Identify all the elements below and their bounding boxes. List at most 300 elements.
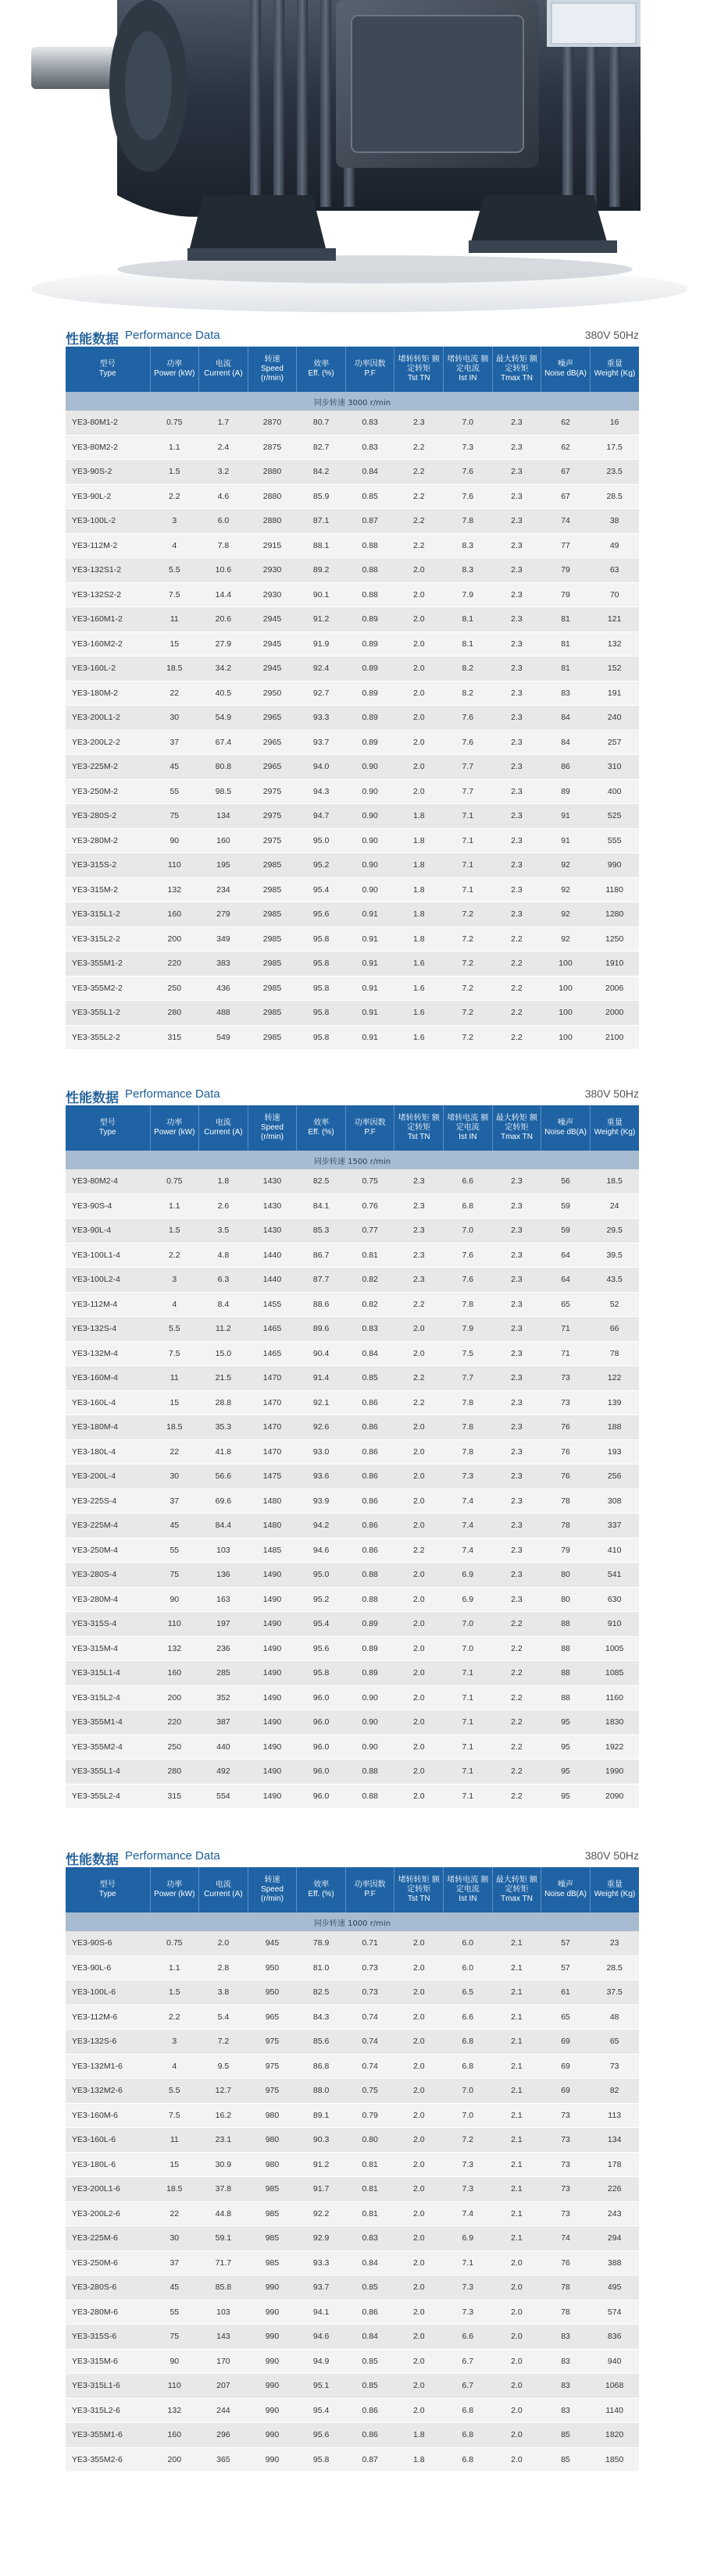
model-cell: YE3-280S-4 [66,1563,150,1588]
table-row [66,1489,639,1514]
value-cell: 27.9 [199,632,248,656]
value-cell: 75 [150,1563,199,1588]
model-cell: YE3-315L2-6 [66,2398,150,2423]
value-cell: 2.1 [492,2177,541,2202]
value-cell: 82.7 [297,435,346,460]
table-row [66,2349,639,2374]
value-cell: 85.6 [297,2030,346,2055]
value-cell: 2.2 [394,460,444,485]
value-cell: 6.8 [444,2030,493,2055]
value-cell: 2.0 [394,1980,444,2005]
table-row [66,607,639,632]
value-cell: 243 [590,2201,639,2226]
value-cell: 95.6 [297,1636,346,1661]
value-cell: 387 [199,1710,248,1735]
column-header-zh: 重量 [606,1119,623,1127]
value-cell: 0.74 [345,2054,394,2079]
value-cell: 132 [590,632,639,656]
value-cell: 2.3 [394,1169,444,1194]
value-cell: 160 [150,902,199,927]
value-cell: 6.6 [444,2325,493,2350]
value-cell: 12.7 [199,2079,248,2104]
model-cell: YE3-355L1-4 [66,1759,150,1784]
model-cell: YE3-100L-6 [66,1980,150,2005]
value-cell: 78.9 [297,1931,346,1955]
value-cell: 2.0 [394,2300,444,2325]
value-cell: 950 [248,1980,297,2005]
value-cell: 83 [541,2398,591,2423]
value-cell: 86.8 [297,2054,346,2079]
value-cell: 0.86 [345,1514,394,1539]
table-row [66,1587,639,1612]
title-en: Performance Data [125,329,220,342]
value-cell: 0.89 [345,1636,394,1661]
table-row [66,460,639,485]
value-cell: 2.0 [394,607,444,632]
value-cell: 2.0 [394,706,444,731]
model-cell: YE3-315S-6 [66,2325,150,2350]
value-cell: 69 [541,2079,591,2104]
model-cell: YE3-112M-6 [66,2005,150,2030]
model-cell: YE3-315M-2 [66,877,150,902]
value-cell: 2.3 [492,1390,541,1415]
value-cell: 6.8 [444,1194,493,1219]
value-cell: 88 [541,1685,591,1710]
voltage-label: 380V 50Hz [584,1087,639,1100]
value-cell: 7.0 [444,1612,493,1637]
value-cell: 79 [541,558,591,583]
column-header-en: Tmax TN [500,1133,533,1141]
value-cell: 990 [248,2275,297,2300]
column-header [590,347,639,392]
value-cell: 66 [590,1317,639,1342]
model-cell: YE3-100L2-4 [66,1268,150,1293]
value-cell: 2.2 [394,533,444,558]
table-header-row [66,347,639,392]
model-cell: YE3-132M-4 [66,1341,150,1366]
column-header [66,347,150,392]
value-cell: 95 [541,1759,591,1784]
value-cell: 73 [541,2177,591,2202]
value-cell: 7.3 [444,2177,493,2202]
value-cell: 80.7 [297,411,346,435]
value-cell: 1.8 [394,2447,444,2472]
value-cell: 30 [150,1464,199,1489]
value-cell: 240 [590,706,639,731]
value-cell: 2.3 [492,804,541,829]
model-cell: YE3-100L-2 [66,509,150,534]
value-cell: 0.81 [345,2152,394,2177]
column-header [345,1105,394,1151]
column-header-zh: 电流 [215,1119,231,1127]
value-cell: 294 [590,2226,639,2251]
value-cell: 0.75 [150,1169,199,1194]
model-cell: YE3-225M-6 [66,2226,150,2251]
value-cell: 6.8 [444,2447,493,2472]
value-cell: 8.2 [444,681,493,706]
value-cell: 45 [150,1514,199,1539]
value-cell: 110 [150,2374,199,2399]
value-cell: 1.6 [394,952,444,977]
table-row [66,2447,639,2472]
column-header-zh: 最大转矩 额定转矩 [495,1114,538,1132]
value-cell: 1490 [248,1759,297,1784]
model-cell: YE3-90S-6 [66,1931,150,1955]
value-cell: 2965 [248,755,297,780]
value-cell: 0.85 [345,484,394,509]
value-cell: 11.2 [199,1317,248,1342]
table-row [66,1759,639,1784]
section-title [66,326,639,347]
value-cell: 352 [199,1685,248,1710]
column-header-zh: 型号 [99,360,116,368]
value-cell: 92 [541,853,591,878]
value-cell: 2.0 [394,2226,444,2251]
value-cell: 59 [541,1194,591,1219]
value-cell: 96.0 [297,1710,346,1735]
value-cell: 940 [590,2349,639,2374]
value-cell: 95 [541,1735,591,1759]
model-cell: YE3-200L1-6 [66,2177,150,2202]
value-cell: 7.5 [444,1341,493,1366]
value-cell: 2.2 [394,1292,444,1317]
value-cell: 188 [590,1415,639,1440]
value-cell: 1280 [590,902,639,927]
value-cell: 0.75 [150,411,199,435]
value-cell: 296 [199,2423,248,2448]
value-cell: 985 [248,2226,297,2251]
column-header-en: Type [98,369,116,378]
value-cell: 2.2 [492,1001,541,1026]
value-cell: 6.6 [444,1169,493,1194]
column-header [492,347,541,392]
model-cell: YE3-280S-2 [66,804,150,829]
value-cell: 207 [199,2374,248,2399]
value-cell: 73 [541,2152,591,2177]
table-row [66,2325,639,2350]
value-cell: 134 [199,804,248,829]
table-row [66,1464,639,1489]
column-header-en: P.F [364,1128,376,1137]
value-cell: 2.3 [492,582,541,607]
value-cell: 945 [248,1931,297,1955]
value-cell: 1440 [248,1268,297,1293]
value-cell: 990 [248,2325,297,2350]
column-header-zh: 效率 [313,360,330,368]
column-header-en: Power (kW) [154,1890,195,1898]
model-cell: YE3-160M1-2 [66,607,150,632]
title-zh: 性能数据 [66,332,119,347]
value-cell: 22 [150,1439,199,1464]
value-cell: 0.89 [345,632,394,656]
value-cell: 2.0 [394,1514,444,1539]
value-cell: 0.91 [345,1001,394,1026]
value-cell: 2.2 [492,1025,541,1050]
value-cell: 6.8 [444,2423,493,2448]
value-cell: 28.8 [199,1390,248,1415]
value-cell: 2.0 [492,2349,541,2374]
model-cell: YE3-280M-4 [66,1587,150,1612]
value-cell: 1.5 [150,1219,199,1244]
value-cell: 85.8 [199,2275,248,2300]
model-cell: YE3-355M2-6 [66,2447,150,2472]
value-cell: 76 [541,1415,591,1440]
value-cell: 95.8 [297,927,346,952]
value-cell: 1470 [248,1366,297,1391]
table-row [66,1317,639,1342]
value-cell: 7.1 [444,877,493,902]
value-cell: 95.8 [297,952,346,977]
value-cell: 2985 [248,1001,297,1026]
value-cell: 7.3 [444,2300,493,2325]
value-cell: 0.88 [345,1587,394,1612]
value-cell: 160 [150,1661,199,1686]
value-cell: 1820 [590,2423,639,2448]
model-cell: YE3-132S-6 [66,2030,150,2055]
value-cell: 1.6 [394,976,444,1001]
value-cell: 0.88 [345,558,394,583]
table-row [66,2030,639,2055]
value-cell: 89.1 [297,2103,346,2128]
column-header-en: Weight (Kg) [594,369,636,378]
value-cell: 71 [541,1317,591,1342]
model-cell: YE3-160M-4 [66,1366,150,1391]
value-cell: 93.7 [297,730,346,755]
value-cell: 285 [199,1661,248,1686]
value-cell: 11 [150,2128,199,2153]
column-header-zh: 最大转矩 额定转矩 [495,1876,538,1894]
value-cell: 69 [541,2054,591,2079]
value-cell: 2.0 [394,1759,444,1784]
value-cell: 2.1 [492,2128,541,2153]
value-cell: 7.3 [444,435,493,460]
column-header [248,1105,297,1151]
model-cell: YE3-200L2-2 [66,730,150,755]
value-cell: 2.3 [492,1292,541,1317]
column-header [394,1867,444,1912]
value-cell: 88.6 [297,1292,346,1317]
value-cell: 2.0 [394,1661,444,1686]
value-cell: 80 [541,1563,591,1588]
value-cell: 1490 [248,1563,297,1588]
value-cell: 236 [199,1636,248,1661]
value-cell: 132 [150,1636,199,1661]
value-cell: 0.89 [345,656,394,681]
table-row [66,656,639,681]
value-cell: 30 [150,706,199,731]
value-cell: 23 [590,1931,639,1955]
value-cell: 950 [248,1955,297,1980]
value-cell: 0.86 [345,1538,394,1563]
value-cell: 10.6 [199,558,248,583]
value-cell: 2.0 [394,1415,444,1440]
value-cell: 0.89 [345,1661,394,1686]
value-cell: 1.8 [394,2423,444,2448]
value-cell: 7.6 [444,730,493,755]
model-cell: YE3-132S-4 [66,1317,150,1342]
value-cell: 92.6 [297,1415,346,1440]
speed-row [66,1912,639,1931]
value-cell: 1480 [248,1514,297,1539]
column-header-en: Power (kW) [154,1128,195,1137]
value-cell: 65 [541,2005,591,2030]
value-cell: 910 [590,1612,639,1637]
value-cell: 2.0 [394,1439,444,1464]
value-cell: 985 [248,2250,297,2275]
value-cell: 71 [541,1341,591,1366]
value-cell: 2.0 [394,779,444,804]
column-header-en: Weight (Kg) [594,1128,636,1137]
column-header [590,1105,639,1151]
model-cell: YE3-315S-2 [66,853,150,878]
column-header [297,1867,346,1912]
value-cell: 7.2 [444,927,493,952]
model-cell: YE3-112M-4 [66,1292,150,1317]
value-cell: 2.1 [492,2152,541,2177]
value-cell: 92 [541,877,591,902]
column-header-zh: 噪声 [558,360,574,368]
performance-section-1500 [66,1085,639,1809]
value-cell: 279 [199,902,248,927]
value-cell: 1455 [248,1292,297,1317]
value-cell: 84 [541,706,591,731]
value-cell: 0.74 [345,2030,394,2055]
value-cell: 2.2 [150,1243,199,1268]
value-cell: 81.0 [297,1955,346,1980]
value-cell: 110 [150,1612,199,1637]
value-cell: 73 [541,1390,591,1415]
value-cell: 7.4 [444,1538,493,1563]
value-cell: 990 [590,853,639,878]
value-cell: 2000 [590,1001,639,1026]
column-header-en: Type [98,1128,116,1137]
value-cell: 79 [541,1538,591,1563]
value-cell: 30.9 [199,2152,248,2177]
value-cell: 35.3 [199,1415,248,1440]
value-cell: 2.0 [394,2374,444,2399]
value-cell: 7.1 [444,1759,493,1784]
value-cell: 2.3 [492,755,541,780]
value-cell: 2.2 [492,1685,541,1710]
value-cell: 2.0 [492,2300,541,2325]
value-cell: 0.83 [345,411,394,435]
value-cell: 2.0 [394,2250,444,2275]
value-cell: 95.4 [297,2398,346,2423]
value-cell: 1830 [590,1710,639,1735]
value-cell: 1850 [590,2447,639,2472]
value-cell: 7.8 [444,1292,493,1317]
value-cell: 250 [150,1735,199,1759]
value-cell: 52 [590,1292,639,1317]
table-row [66,1366,639,1391]
value-cell: 0.85 [345,1366,394,1391]
value-cell: 2.0 [394,558,444,583]
value-cell: 549 [199,1025,248,1050]
table-row [66,484,639,509]
value-cell: 2.3 [394,411,444,435]
value-cell: 94.6 [297,1538,346,1563]
value-cell: 1430 [248,1219,297,1244]
value-cell: 410 [590,1538,639,1563]
value-cell: 2.2 [492,1661,541,1686]
table-row [66,2201,639,2226]
column-header-zh: 堵转转矩 额定转矩 [398,1114,440,1132]
table-row [66,2079,639,2104]
value-cell: 525 [590,804,639,829]
value-cell: 985 [248,2201,297,2226]
value-cell: 0.87 [345,2447,394,2472]
value-cell: 200 [150,2447,199,2472]
value-cell: 67 [541,484,591,509]
value-cell: 90 [150,828,199,853]
column-header-zh: 型号 [99,1119,116,1127]
table-row [66,1169,639,1194]
value-cell: 315 [150,1784,199,1809]
value-cell: 2.3 [492,509,541,534]
value-cell: 92.4 [297,656,346,681]
value-cell: 95 [541,1784,591,1809]
value-cell: 1.8 [199,1169,248,1194]
table-row [66,755,639,780]
table-row [66,582,639,607]
value-cell: 2.3 [492,656,541,681]
value-cell: 2.3 [394,1243,444,1268]
value-cell: 122 [590,1366,639,1391]
value-cell: 93.6 [297,1464,346,1489]
value-cell: 1470 [248,1439,297,1464]
value-cell: 2.1 [492,2201,541,2226]
column-header-en: Tmax TN [500,1895,533,1903]
column-header-en: Current (A) [204,1128,243,1137]
value-cell: 3.2 [199,460,248,485]
column-header-zh: 堵转电流 额定电流 [447,1114,489,1132]
value-cell: 7.8 [444,1439,493,1464]
value-cell: 7.4 [444,1514,493,1539]
value-cell: 0.84 [345,460,394,485]
value-cell: 103 [199,2300,248,2325]
model-cell: YE3-355M1-4 [66,1710,150,1735]
value-cell: 2.3 [492,1317,541,1342]
value-cell: 2.0 [394,2177,444,2202]
value-cell: 92 [541,902,591,927]
value-cell: 94.1 [297,2300,346,2325]
value-cell: 2950 [248,681,297,706]
value-cell: 92.7 [297,681,346,706]
value-cell: 40.5 [199,681,248,706]
value-cell: 22 [150,2201,199,2226]
value-cell: 7.6 [444,1268,493,1293]
column-header-en: Ist IN [459,1133,477,1141]
value-cell: 86.7 [297,1243,346,1268]
value-cell: 85 [541,2423,591,2448]
model-cell: YE3-180L-4 [66,1439,150,1464]
hero-motor-image [0,0,703,316]
table-row [66,2152,639,2177]
value-cell: 16.2 [199,2103,248,2128]
value-cell: 0.89 [345,730,394,755]
value-cell: 436 [199,976,248,1001]
value-cell: 83 [541,2349,591,2374]
value-cell: 43.5 [590,1268,639,1293]
value-cell: 2.2 [150,2005,199,2030]
value-cell: 95.8 [297,1001,346,1026]
value-cell: 7.1 [444,1685,493,1710]
table-row [66,779,639,804]
value-cell: 136 [199,1563,248,1588]
value-cell: 0.73 [345,1955,394,1980]
value-cell: 2985 [248,853,297,878]
model-cell: YE3-160M-6 [66,2103,150,2128]
